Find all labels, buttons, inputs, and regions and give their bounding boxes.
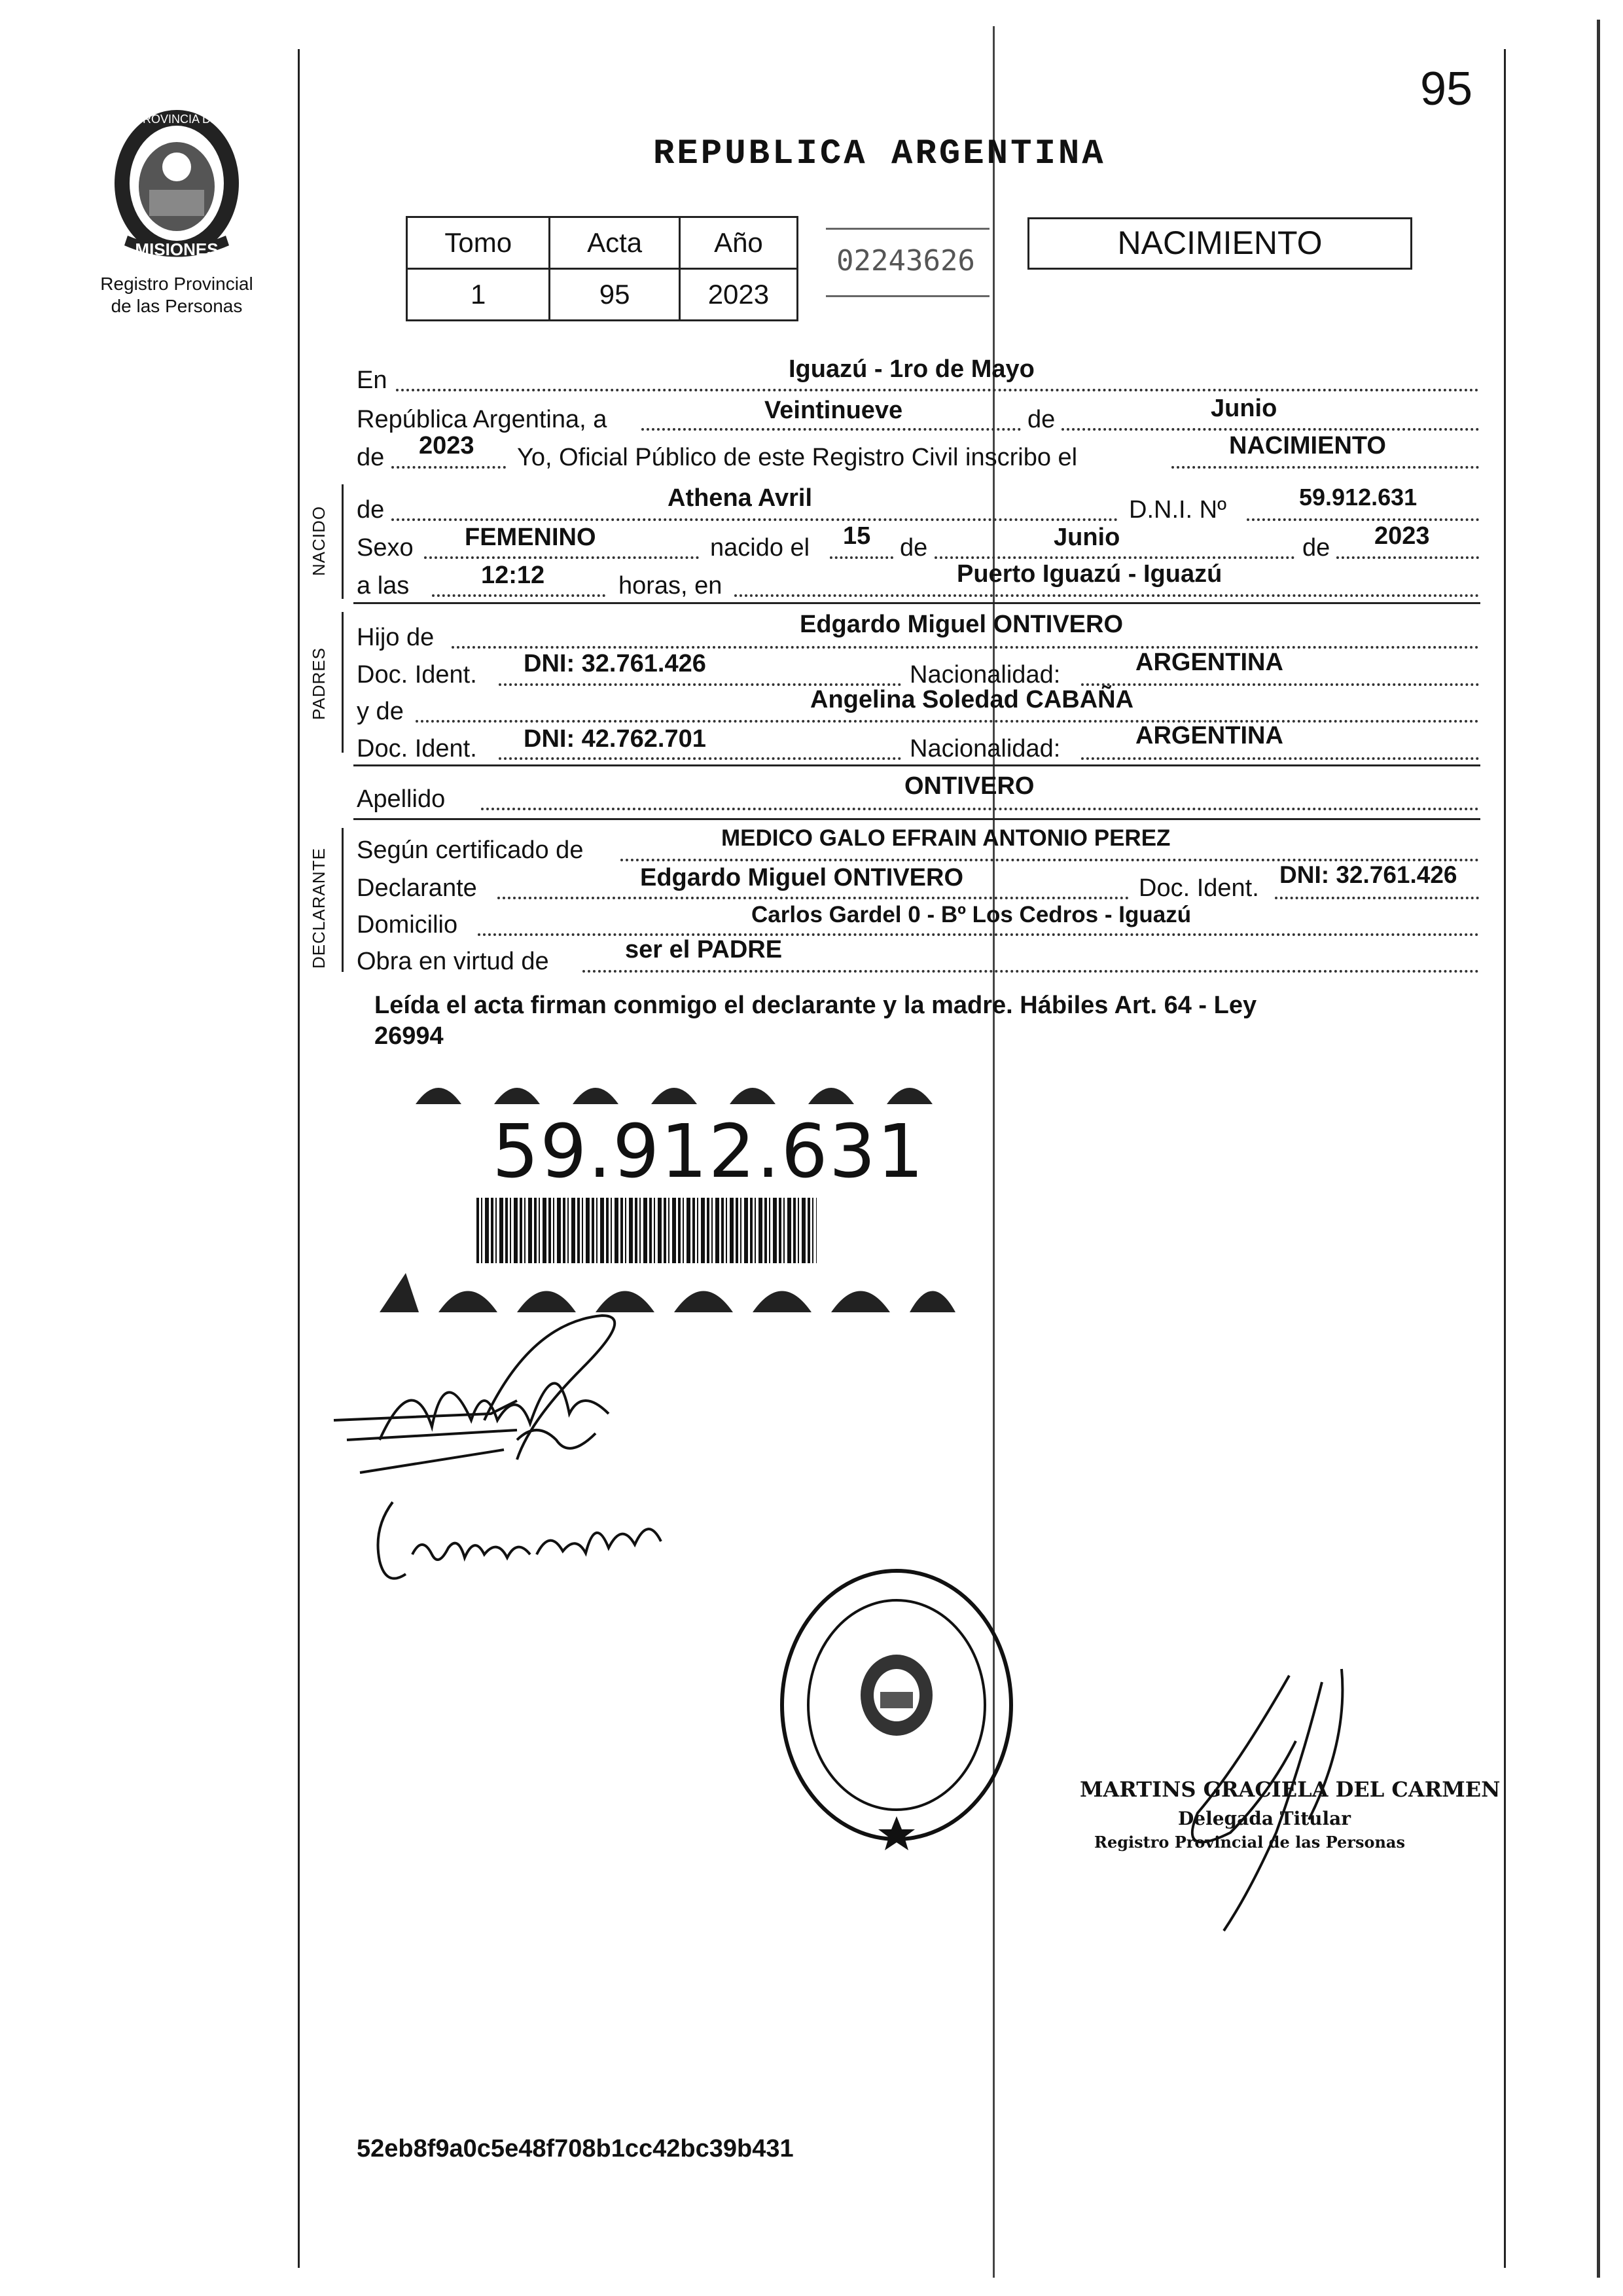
label-obra: Obra en virtud de: [357, 948, 549, 975]
emblem-caption-1: Registro Provincial: [100, 274, 253, 294]
dotted-line: [1061, 428, 1479, 431]
barcode-number: 59.912.631: [492, 1109, 925, 1194]
value-padre-nac: ARGENTINA: [1135, 649, 1283, 676]
record-type-box: NACIMIENTO: [1027, 217, 1412, 270]
label-de-nac-anio: de: [1302, 534, 1330, 562]
value-certificado: MEDICO GALO EFRAIN ANTONIO PEREZ: [721, 825, 1171, 851]
dotted-line: [416, 720, 1479, 723]
closing-line-2: 26994: [374, 1022, 444, 1050]
value-anio: 2023: [419, 432, 474, 459]
label-apellido: Apellido: [357, 785, 446, 813]
dotted-line: [391, 518, 1118, 521]
section-label-nacido: NACIDO: [309, 505, 329, 576]
table-cell-tomo: 1: [407, 269, 550, 321]
dotted-line: [1081, 683, 1479, 686]
serial-number: 02243626: [836, 244, 975, 278]
label-yo-oficial: Yo, Oficial Público de este Registro Civil inscribo el: [517, 444, 1078, 471]
table-cell-anio: 2023: [679, 269, 797, 321]
section-divider: [353, 602, 1480, 604]
dotted-line: [1336, 556, 1479, 559]
page-number: 95: [1420, 63, 1473, 115]
label-republica: República Argentina, a: [357, 406, 607, 433]
table-cell-acta: 95: [550, 269, 679, 321]
label-declarante: Declarante: [357, 874, 477, 902]
security-pattern-bottom: [380, 1266, 962, 1316]
label-de-nombre: de: [357, 496, 385, 524]
dotted-line: [396, 389, 1479, 391]
label-hijo-de: Hijo de: [357, 624, 435, 651]
value-nac-anio: 2023: [1374, 522, 1430, 550]
dotted-line: [424, 556, 699, 559]
value-nac-mes: Junio: [1054, 524, 1120, 551]
label-doc-ident-madre: Doc. Ident.: [357, 735, 477, 762]
dotted-line: [582, 970, 1479, 973]
closing-line-1: Leída el acta firman conmigo el declarante y la madre. Hábiles Art. 64 - Ley: [374, 992, 1257, 1019]
barcode: [476, 1198, 817, 1263]
official-seal: [772, 1564, 1021, 1852]
emblem-text-bottom: MISIONES: [135, 240, 219, 259]
value-madre-nac: ARGENTINA: [1135, 722, 1283, 749]
section-divider: [353, 818, 1480, 820]
dotted-line: [499, 757, 901, 760]
security-pattern-top: [383, 1068, 959, 1107]
label-nacido-el: nacido el: [710, 534, 810, 562]
dotted-line: [391, 466, 506, 469]
table-header-anio: Año: [679, 217, 797, 269]
dotted-line: [1247, 518, 1479, 521]
dotted-line: [830, 556, 893, 559]
label-a-las: a las: [357, 572, 410, 600]
dotted-line: [497, 897, 1129, 899]
emblem-caption-2: de las Personas: [111, 296, 243, 316]
dotted-line: [481, 808, 1479, 810]
label-horas-en: horas, en: [618, 572, 722, 600]
value-mes: Junio: [1211, 395, 1277, 422]
scan-edge-line: [1597, 20, 1600, 2278]
table-header-acta: Acta: [550, 217, 679, 269]
value-nombre: Athena Avril: [668, 484, 813, 512]
document-hash: 52eb8f9a0c5e48f708b1cc42bc39b431: [357, 2135, 794, 2162]
record-table: [406, 216, 798, 321]
table-header-tomo: Tomo: [407, 217, 550, 269]
section-label-declarante: DECLARANTE: [309, 848, 329, 969]
label-segun: Según certificado de: [357, 836, 584, 864]
value-dia-letras: Veintinueve: [764, 397, 903, 424]
label-dni: D.N.I. Nº: [1129, 496, 1226, 524]
dotted-line: [641, 428, 1021, 431]
emblem-text-top: PROVINCIA DE: [134, 113, 219, 126]
section-label-padres: PADRES: [309, 647, 329, 720]
value-domicilio: Carlos Gardel 0 - Bº Los Cedros - Iguazú: [751, 902, 1192, 927]
dotted-line: [935, 556, 1294, 559]
left-margin-line: [298, 49, 300, 2268]
label-doc-ident-padre: Doc. Ident.: [357, 661, 477, 689]
label-nacionalidad-madre: Nacionalidad:: [910, 735, 1061, 762]
signature-madre: [366, 1476, 674, 1594]
section-divider: [353, 764, 1480, 766]
right-margin-line: [1504, 49, 1506, 2268]
label-domicilio: Domicilio: [357, 911, 458, 939]
dotted-line: [1081, 757, 1479, 760]
value-lugar-nac: Puerto Iguazú - Iguazú: [957, 560, 1222, 588]
value-lugar: Iguazú - 1ro de Mayo: [789, 355, 1035, 383]
value-dni: 59.912.631: [1299, 484, 1418, 511]
value-declarante-dni: DNI: 32.761.426: [1279, 861, 1457, 888]
value-sexo: FEMENINO: [465, 524, 596, 551]
label-de-mes: de: [1027, 406, 1056, 433]
official-name: MARTINS GRACIELA DEL CARMEN: [1080, 1777, 1501, 1802]
value-obra: ser el PADRE: [625, 936, 783, 963]
section-bracket-padres: [342, 612, 344, 753]
emblem-icon: [98, 105, 255, 268]
provincial-emblem: [98, 105, 255, 268]
value-hora: 12:12: [481, 562, 545, 589]
dotted-line: [1171, 466, 1479, 469]
value-declarante: Edgardo Miguel ONTIVERO: [640, 864, 964, 891]
official-title: Delegada Titular: [1178, 1808, 1351, 1829]
value-tipo-inscripcion: NACIMIENTO: [1229, 432, 1386, 459]
label-de-anio: de: [357, 444, 385, 471]
serial-stamp: [826, 228, 990, 297]
page-title: REPUBLICA ARGENTINA: [653, 134, 1106, 174]
label-de-nac-mes: de: [900, 534, 928, 562]
label-doc-ident-declarante: Doc. Ident.: [1139, 874, 1259, 902]
value-nac-dia: 15: [843, 522, 871, 550]
value-padre: Edgardo Miguel ONTIVERO: [800, 611, 1124, 638]
value-padre-dni: DNI: 32.761.426: [524, 650, 706, 677]
label-y-de: y de: [357, 698, 404, 725]
section-bracket-declarante: [342, 828, 344, 972]
dotted-line: [734, 594, 1479, 597]
value-madre-dni: DNI: 42.762.701: [524, 725, 706, 753]
dotted-line: [432, 594, 605, 597]
section-bracket-nacido: [342, 484, 344, 599]
official-office: Registro Provincial de las Personas: [1094, 1833, 1405, 1852]
label-sexo: Sexo: [357, 534, 414, 562]
label-nacionalidad-padre: Nacionalidad:: [910, 661, 1061, 689]
dotted-line: [1275, 897, 1479, 899]
value-apellido: ONTIVERO: [904, 772, 1035, 800]
label-en: En: [357, 367, 387, 394]
value-madre: Angelina Soledad CABAÑA: [810, 686, 1134, 713]
dotted-line: [452, 646, 1479, 649]
